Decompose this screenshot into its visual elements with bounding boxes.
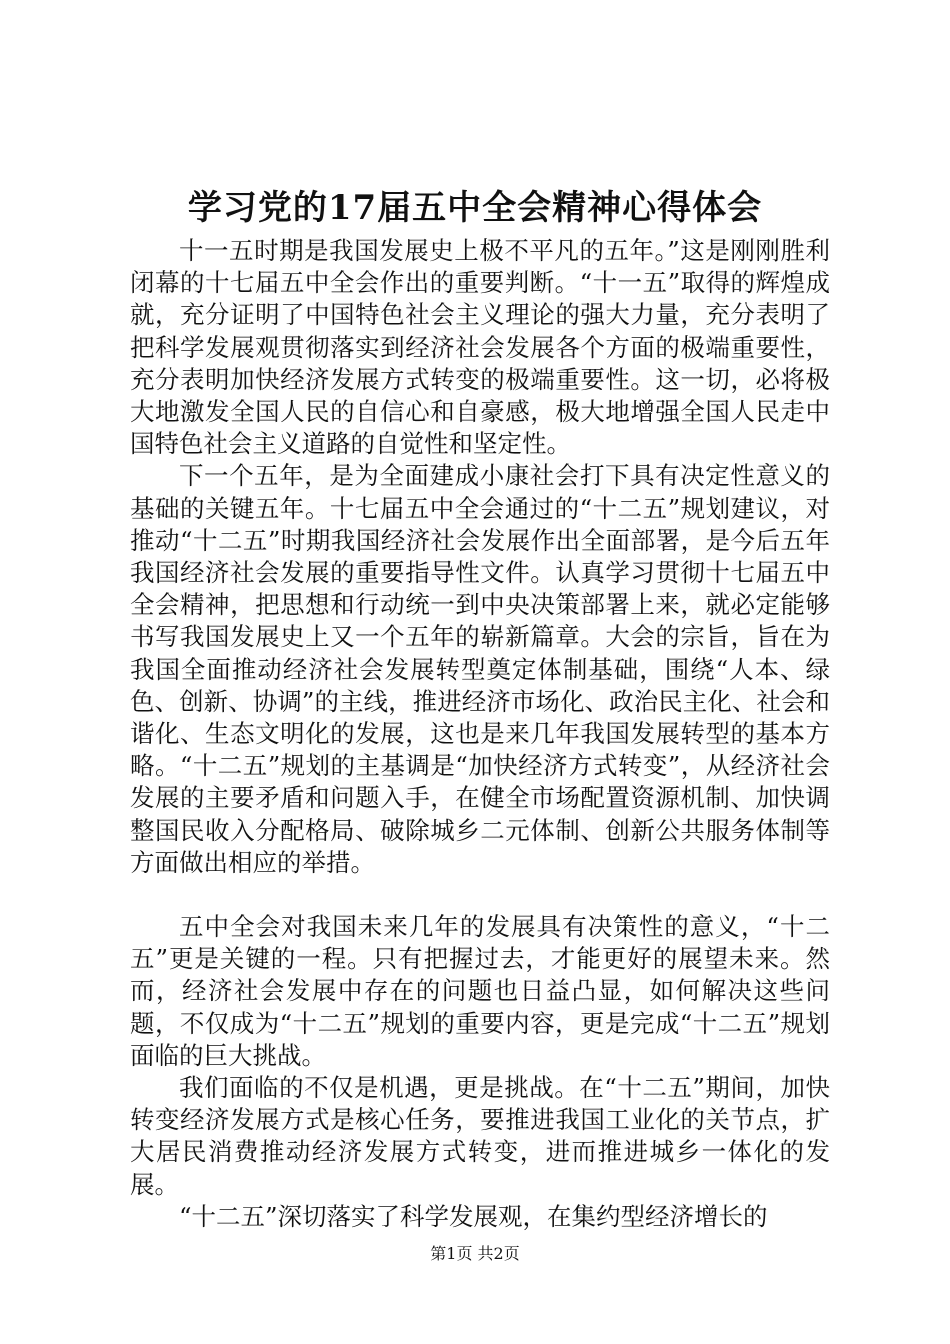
document-title: 学习党的17届五中全会精神心得体会 [187,188,763,228]
paragraph-1: 十一五时期是我国发展史上极不平凡的五年。”这是刚刚胜利闭幕的十七届五中全会作出的重要判断。“十一五”取得的辉煌成就，充分证明了中国特色社会主义理论的强大力量，充分表明了把科学发展观贯彻落实到经济社会发展各个方面的极端重要性，充分表明加快经济发展方式转变的极端重要性。这一切，必将极大地激发全国人民的自信心和自豪感，极大地增强全国人民走中国特色社会主义道路的自觉性和坚定性。 [130,236,830,459]
paragraph-4: 我们面临的不仅是机遇，更是挑战。在“十二五”期间，加快转变经济发展方式是核心任务，要推进我国工业化的关节点，扩大居民消费推动经济发展方式转变，进而推进城乡一体化的发展。 [130,1073,830,1199]
paragraph-2: 下一个五年，是为全面建成小康社会打下具有决定性意义的基础的关键五年。十七届五中全会通过的“十二五”规划建议，对推动“十二五”时期我国经济社会发展作出全面部署，是今后五年我国经济社会发展的重要指导性文件。认真学习贯彻十七届五中全会精神，把思想和行动统一到中央决策部署上来，就必定能够书写我国发展史上又一个五年的崭新篇章。大会的宗旨，旨在为我国全面推动经济社会发展转型奠定体制基础，围绕“人本、绿色、创新、协调”的主线，推进经济市场化、政治民主化、社会和谐化、生态文明化的发展，这也是来几年我国发展转型的基本方略。“十二五”规划的主基调是“加快经济方式转变”，从经济社会发展的主要矛盾和问题入手，在健全市场配置资源机制、加快调整国民收入分配格局、破除城乡二元体制、创新公共服务体制等方面做出相应的举措。 [130,461,830,877]
document-body [130,235,830,1233]
paragraph-3: 五中全会对我国未来几年的发展具有决策性的意义，“十二五”更是关键的一程。只有把握过去，才能更好的展望未来。然而，经济社会发展中存在的问题也日益凸显，如何解决这些问题，不仅成为“十二五”规划的重要内容，更是完成“十二五”规划面临的巨大挑战。 [130,912,830,1070]
paragraph-5: “十二五”深切落实了科学发展观，在集约型经济增长的 [179,1201,768,1231]
page-number-footer: 第1页 共2页 [430,1244,520,1263]
